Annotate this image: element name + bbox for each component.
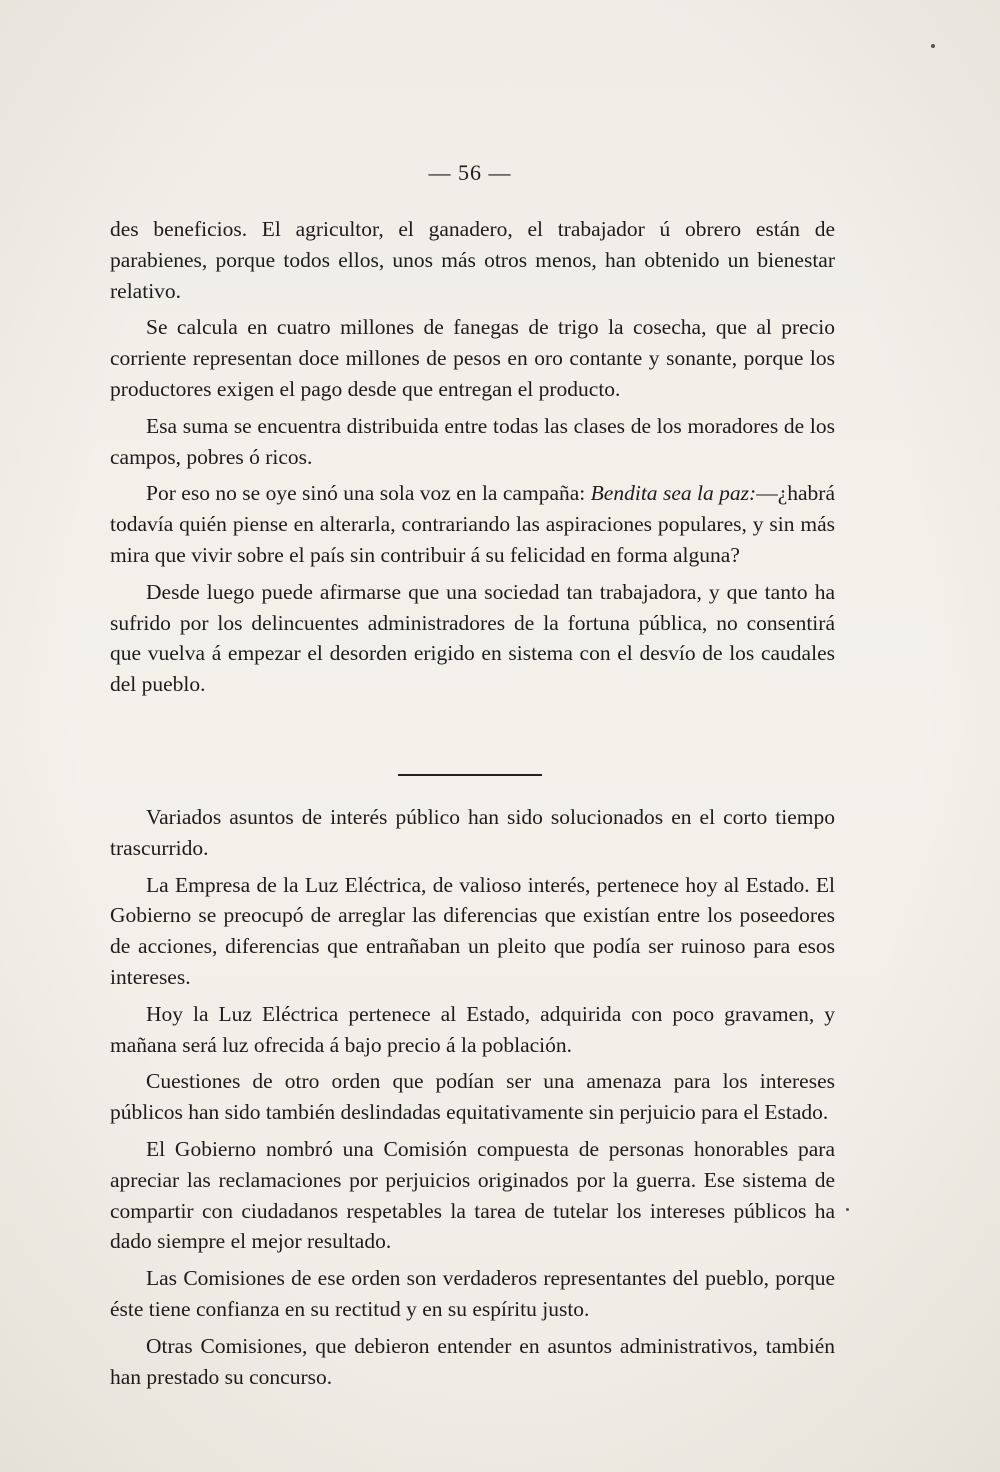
section-divider	[398, 774, 542, 776]
paragraph: Se calcula en cuatro millones de fanegas de trigo la cosecha, que al precio corriente representan doce millones de pesos en oro contante y sonante, porque los productores exigen el pago desde que entregan el producto.	[110, 315, 835, 401]
text-section-2	[110, 802, 835, 1398]
italic-phrase: Bendita sea la paz:	[590, 481, 757, 506]
paragraph: Esa suma se encuentra distribuida entre todas las clases de los moradores de los campos, pobres ó ricos.	[110, 413, 835, 469]
paragraph-text: Por eso no se oye sinó una sola voz en la campaña:	[146, 481, 591, 506]
page-number: — 56 —	[428, 160, 512, 185]
paragraph: Variados asuntos de interés público han sido solucionados en el corto tiempo trascurrido.	[110, 805, 835, 860]
paragraph	[110, 478, 835, 570]
paragraph: Hoy la Luz Eléctrica pertenece al Estado, adquirida con poco gravamen, y mañana será luz ofrecida á bajo precio á la población.	[110, 1001, 835, 1057]
paragraph: Desde luego puede afirmarse que una sociedad tan trabajadora, y que tanto ha sufrido por los delincuentes administradores de la fortuna pública, no consentirá que vuelva á empezar el desorden erigido en sistema con el desvío de los caudales del pueblo.	[110, 579, 835, 697]
paragraph: Otras Comisiones, que debieron entender en asuntos administrativos, también han prestado su concurso.	[110, 1333, 835, 1389]
paragraph: Las Comisiones de ese orden son verdaderos representantes del pueblo, porque éste tiene confianza en su rectitud y en su espíritu justo.	[110, 1266, 835, 1321]
paragraph: des beneficios. El agricultor, el ganadero, el trabajador ú obrero están de parabienes, porque todos ellos, unos más otros menos, han obtenido un bienestar relativo.	[110, 217, 835, 303]
paper-speck	[931, 44, 935, 48]
paragraph: La Empresa de la Luz Eléctrica, de valioso interés, pertenece hoy al Estado. El Gobierno se preocupó de arreglar las diferencias que existían entre los poseedores de acciones, diferencias que entrañaban un pleito que podía ser ruinoso para esos intereses.	[110, 872, 835, 989]
paper-speck	[846, 1208, 849, 1211]
text-section-1	[110, 214, 835, 706]
paragraph: Cuestiones de otro orden que podían ser una amenaza para los intereses públicos han sido también deslindadas equitativamente sin perjuicio para el Estado.	[110, 1069, 835, 1125]
paragraph-text: —¿habrá todavía quién piense en alterarla, contrariando las aspiraciones populares, y sin más mira que vivir sobre el país sin contribuir á su felicidad en forma alguna?	[110, 481, 835, 567]
paragraph: El Gobierno nombró una Comisión compuesta de personas honorables para apreciar las reclamaciones por perjuicios originados por la guerra. Ese sistema de compartir con ciudadanos respetables la tarea de tutelar los intereses públicos ha dado siempre el mejor resultado.	[110, 1136, 835, 1254]
